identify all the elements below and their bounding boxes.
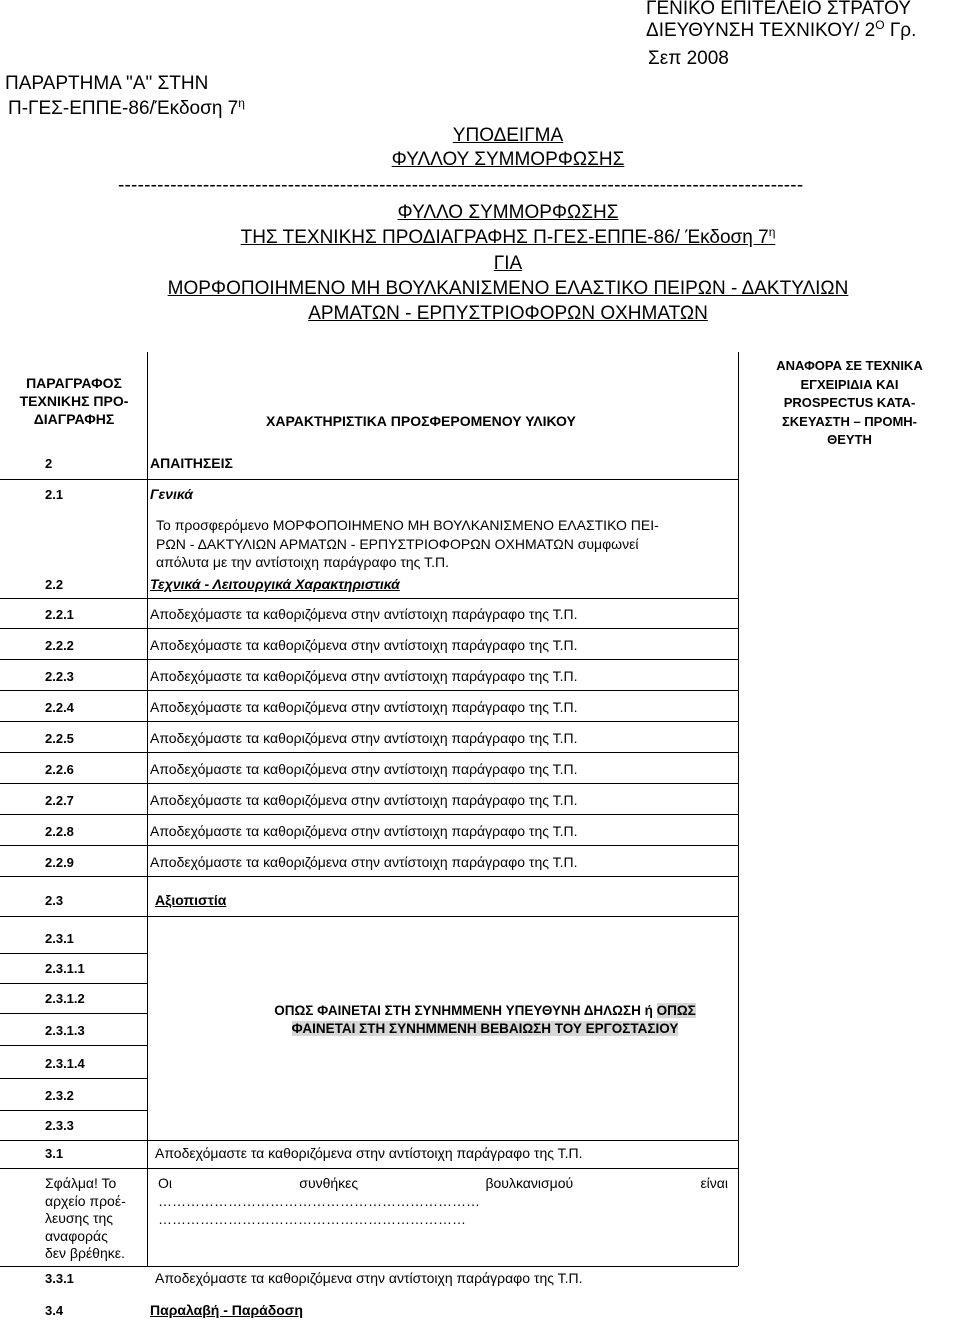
form-title: ΦΥΛΛΟ ΣΥΜΜΟΡΦΩΣΗΣ	[397, 202, 619, 223]
accept-row-divider	[0, 783, 738, 784]
reference-error-text: Σφάλμα! Το αρχείο προέ- λευσης της αναφοράς δεν βρέθηκε.	[45, 1175, 126, 1261]
accept-row-number: 2.2.7	[45, 793, 74, 808]
accept-row-divider	[0, 876, 738, 877]
section-2-2-label: Τεχνικά - Λειτουργικά Χαρακτηριστικά	[150, 576, 400, 592]
section-3-1-divider	[0, 1140, 738, 1141]
reliability-item-number: 2.3.1.4	[45, 1056, 85, 1071]
section-2-3-label: Αξιοπιστία	[155, 892, 227, 908]
section-3-4-label: Παραλαβή - Παράδοση	[150, 1302, 303, 1318]
section-2-3-number: 2.3	[45, 893, 64, 908]
reliability-item-number: 2.3.1.2	[45, 991, 85, 1006]
accept-row-text: Αποδεχόμαστε τα καθοριζόμενα στην αντίστοιχη παράγραφο της Τ.Π.	[150, 823, 578, 839]
separator-line: ---------------------------------------------------------------------------------------------------------	[118, 175, 804, 196]
reliability-statement	[150, 1002, 820, 1038]
accept-row-number: 2.2.1	[45, 607, 74, 622]
reliability-item-number: 2.3.1.1	[45, 961, 85, 976]
section-3-1-text: Αποδεχόμαστε τα καθοριζόμενα στην αντίστοιχη παράγραφο της Τ.Π.	[155, 1145, 583, 1161]
section-2-divider	[0, 479, 738, 480]
accept-row-divider	[0, 845, 738, 846]
section-2-label: ΑΠΑΙΤΗΣΕΙΣ	[150, 455, 233, 471]
accept-row-divider	[0, 659, 738, 660]
accept-row-divider	[0, 628, 738, 629]
reliability-item-divider	[0, 983, 148, 984]
section-2-1-number: 2.1	[45, 487, 64, 502]
accept-row-divider	[0, 721, 738, 722]
section-3-1-number: 3.1	[45, 1146, 64, 1161]
reliability-line-2: ΦΑΙΝΕΤΑΙ ΣΤΗ ΣΥΝΗΜΜΕΝΗ ΒΕΒΑΙΩΣΗ ΤΟΥ ΕΡΓΟΣΤΑΣΙΟΥ	[291, 1021, 679, 1036]
annex-spec: Π-ΓΕΣ-ΕΠΠΕ-86/Έκδοση $7^\eta$	[8, 96, 245, 119]
subject-line-1: ΜΟΡΦΟΠΟΙΗΜΕΝΟ ΜΗ ΒΟΥΛΚΑΝΙΣΜΕΝΟ ΕΛΑΣΤΙΚΟ ΠΕΙΡΩΝ - ΔΑΚΤΥΛΙΩΝ	[167, 278, 849, 299]
accept-row-text: Αποδεχόμαστε τα καθοριζόμενα στην αντίστοιχη παράγραφο της Τ.Π.	[150, 668, 578, 684]
header-col-paragraph: ΠΑΡΑΓΡΑΦΟΣ ΤΕΧΝΙΚΗΣ ΠΡΟ- ΔΙΑΓΡΑΦΗΣ	[19, 375, 129, 427]
sheet-title: ΦΥΛΛΟΥ ΣΥΜΜΟΡΦΩΣΗΣ	[391, 149, 625, 170]
for-label: ΓΙΑ	[493, 253, 523, 274]
org-name: ΓΕΝΙΚΟ ΕΠΙΤΕΛΕΙΟ ΣΤΡΑΤΟΥ	[646, 0, 911, 19]
accept-row-text: Αποδεχόμαστε τα καθοριζόμενα στην αντίστοιχη παράγραφο της Τ.Π.	[150, 606, 578, 622]
reliability-item-divider	[0, 1045, 148, 1046]
sample-title: ΥΠΟΔΕΙΓΜΑ	[452, 125, 564, 146]
accept-row-divider	[0, 814, 738, 815]
section-2-1-text: Το προσφερόμενο ΜΟΡΦΟΠΟΙΗΜΕΝΟ ΜΗ ΒΟΥΛΚΑΝΙΣΜΕΝΟ ΕΛΑΣΤΙΚΟ ΠΕΙ- ΡΩΝ - ΔΑΚΤΥΛΙΩΝ ΑΡΜΑΤΩΝ - ΕΡΠΥΣΤΡΙΟΦΟΡΩΝ ΟΧΗΜΑΤΩΝ συμφωνεί απόλυτα με την αντίστοιχη παράγραφο της Τ.Π.	[156, 517, 659, 570]
column-divider-left	[147, 352, 148, 1266]
org-department: ΔΙΕΥΘΥΝΣΗ ΤΕΧΝΙΚΟΥ/ $2^O$ Γρ.	[646, 18, 917, 41]
accept-row-number: 2.2.3	[45, 669, 74, 684]
section-3-3-1-number: 3.3.1	[45, 1271, 74, 1286]
reliability-line-1: ΟΠΩΣ ΦΑΙΝΕΤΑΙ ΣΤΗ ΣΥΝΗΜΜΕΝΗ ΥΠΕΥΘΥΝΗ ΔΗΛΩΣΗ ή ΟΠΩΣ	[274, 1003, 696, 1018]
reliability-item-divider	[0, 1013, 148, 1014]
accept-row-divider	[0, 752, 738, 753]
annex-title: ΠΑΡΑΡΤΗΜΑ "Α" ΣΤΗΝ	[5, 73, 209, 94]
accept-row-number: 2.2.8	[45, 824, 74, 839]
accept-row-text: Αποδεχόμαστε τα καθοριζόμενα στην αντίστοιχη παράγραφο της Τ.Π.	[150, 854, 578, 870]
accept-row-number: 2.2.4	[45, 700, 74, 715]
section-2-3-divider	[0, 916, 738, 917]
section-2-number: 2	[45, 456, 53, 471]
section-3-4-number: 3.4	[45, 1303, 64, 1318]
section-3-1-bottom-divider	[0, 1168, 738, 1169]
vulcanization-fill-line-2[interactable]: …………………………………………………………	[158, 1211, 466, 1227]
vulcanization-conditions: Οι συνθήκες βουλκανισμού είναι	[158, 1175, 728, 1191]
reliability-item-number: 2.3.3	[45, 1118, 74, 1133]
accept-row-number: 2.2.2	[45, 638, 74, 653]
reliability-item-divider	[0, 953, 148, 954]
section-2-2-number: 2.2	[45, 577, 64, 592]
accept-row-number: 2.2.5	[45, 731, 74, 746]
accept-row-divider	[0, 690, 738, 691]
section-3-3-1-text: Αποδεχόμαστε τα καθοριζόμενα στην αντίστοιχη παράγραφο της Τ.Π.	[155, 1270, 583, 1286]
accept-row-text: Αποδεχόμαστε τα καθοριζόμενα στην αντίστοιχη παράγραφο της Τ.Π.	[150, 699, 578, 715]
accept-row-text: Αποδεχόμαστε τα καθοριζόμενα στην αντίστοιχη παράγραφο της Τ.Π.	[150, 730, 578, 746]
document-date: Σεπ 2008	[648, 48, 729, 69]
reliability-item-divider	[0, 1078, 148, 1079]
section-2-1-label: Γενικά	[150, 486, 193, 502]
reliability-item-number: 2.3.2	[45, 1088, 74, 1103]
header-col-characteristics: ΧΑΡΑΚΤΗΡΙΣΤΙΚΑ ΠΡΟΣΦΕΡΟΜΕΝΟΥ ΥΛΙΚΟΥ	[266, 413, 576, 429]
spec-line: ΤΗΣ ΤΕΧΝΙΚΗΣ ΠΡΟΔΙΑΓΡΑΦΗΣ Π-ΓΕΣ-ΕΠΠΕ-86/ Έκδοση $7^\eta$	[240, 225, 776, 248]
column-divider-right	[738, 352, 739, 1266]
subject-line-2: ΑΡΜΑΤΩΝ - ΕΡΠΥΣΤΡΙΟΦΟΡΩΝ ΟΧΗΜΑΤΩΝ	[308, 303, 708, 324]
section-2-2-divider	[0, 598, 738, 599]
section-3-3-1-divider	[0, 1266, 738, 1267]
accept-row-text: Αποδεχόμαστε τα καθοριζόμενα στην αντίστοιχη παράγραφο της Τ.Π.	[150, 792, 578, 808]
reliability-item-number: 2.3.1	[45, 931, 74, 946]
header-col-references: ΑΝΑΦΟΡΑ ΣΕ ΤΕΧΝΙΚΑ ΕΓΧΕΙΡΙΔΙΑ ΚΑΙ PROSPECTUS ΚΑΤΑ- ΣΚΕΥΑΣΤΗ – ΠΡΟΜΗ- ΘΕΥΤΗ	[776, 358, 923, 447]
accept-row-text: Αποδεχόμαστε τα καθοριζόμενα στην αντίστοιχη παράγραφο της Τ.Π.	[150, 637, 578, 653]
accept-row-number: 2.2.9	[45, 855, 74, 870]
reliability-item-number: 2.3.1.3	[45, 1023, 85, 1038]
accept-row-text: Αποδεχόμαστε τα καθοριζόμενα στην αντίστοιχη παράγραφο της Τ.Π.	[150, 761, 578, 777]
accept-row-number: 2.2.6	[45, 762, 74, 777]
reliability-item-divider	[0, 1110, 148, 1111]
vulcanization-fill-line-1[interactable]: ……………………………………………………………	[158, 1193, 480, 1209]
